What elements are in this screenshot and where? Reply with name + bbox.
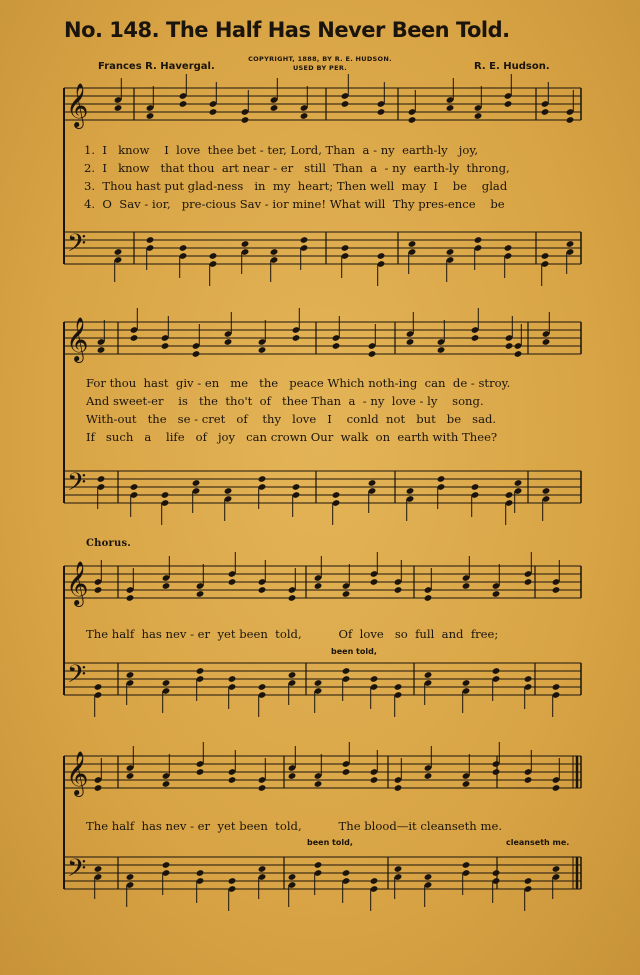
note-head	[552, 865, 561, 873]
note-head	[462, 582, 471, 590]
note-head	[446, 248, 455, 256]
note-head	[342, 667, 351, 675]
note-head	[258, 683, 267, 691]
note-head	[94, 784, 103, 792]
note-head	[162, 582, 171, 590]
note-head	[314, 679, 323, 687]
note-head	[126, 873, 135, 881]
note-head	[209, 108, 218, 116]
note-head	[126, 772, 135, 780]
note-head	[552, 784, 561, 792]
note-head	[524, 675, 533, 683]
note-head	[514, 479, 523, 487]
note-head	[566, 240, 575, 248]
note-head	[492, 768, 501, 776]
note-head	[114, 104, 123, 112]
note-head	[314, 582, 323, 590]
bass-clef-icon: 𝄢	[67, 660, 87, 695]
note-head	[370, 776, 379, 784]
note-head	[437, 475, 446, 483]
hymn-number: No. 148.	[64, 18, 160, 42]
note-head	[258, 865, 267, 873]
chorus-label: Chorus.	[86, 538, 131, 549]
note-head	[505, 491, 514, 499]
permission-line: USED BY PER.	[292, 64, 348, 72]
note-head	[114, 248, 123, 256]
note-head	[505, 342, 514, 350]
note-head	[542, 487, 551, 495]
note-head	[292, 334, 301, 342]
note-head	[462, 780, 471, 788]
note-head	[270, 104, 279, 112]
note-head	[370, 578, 379, 586]
note-head	[541, 252, 550, 260]
note-head	[228, 776, 237, 784]
note-head	[406, 487, 415, 495]
chorus-echo-2b: cleanseth me.	[506, 838, 570, 847]
note-head	[504, 100, 513, 108]
note-head	[146, 112, 155, 120]
hymn-title: The Half Has Never Been Told.	[166, 18, 510, 42]
note-head	[424, 873, 433, 881]
treble-clef-icon: 𝄞	[66, 317, 89, 361]
treble-clef-icon: 𝄞	[66, 751, 89, 795]
verse-1-line-b: For thou hast giv - en me the peace Which noth-ing can de - stroy.	[86, 376, 511, 390]
note-head	[146, 236, 155, 244]
note-head	[196, 869, 205, 877]
verse-4-line-a: 4. O Sav - ior, pre-cious Sav - ior mine! What will Thy pres-ence be	[84, 197, 505, 211]
note-head	[504, 244, 513, 252]
verse-2-line-a: 2. I know that thou art near - er still Than a - ny earth-ly throng,	[84, 161, 510, 175]
note-head	[192, 350, 201, 358]
bass-clef-icon: 𝄢	[67, 468, 87, 503]
note-head	[408, 240, 417, 248]
note-head	[394, 683, 403, 691]
note-head	[161, 342, 170, 350]
note-head	[408, 116, 417, 124]
note-head	[258, 346, 267, 354]
note-head	[394, 586, 403, 594]
note-head	[241, 240, 250, 248]
chorus-line-1: The half has nev - er yet been told, Of love so full and free;	[86, 627, 499, 641]
copyright-line: COPYRIGHT, 1888, BY R. E. HUDSON.	[248, 55, 392, 63]
note-head	[224, 338, 233, 346]
lyricist: Frances R. Havergal.	[98, 61, 215, 72]
treble-clef-icon: 𝄞	[66, 83, 89, 127]
note-head	[241, 116, 250, 124]
note-head	[332, 491, 341, 499]
note-head	[342, 768, 351, 776]
note-head	[300, 236, 309, 244]
note-head	[492, 590, 501, 598]
note-head	[524, 578, 533, 586]
note-head	[179, 244, 188, 252]
note-head	[342, 590, 351, 598]
verse-3-line-a: 3. Thou hast put glad-ness in my heart; Then well may I be glad	[84, 179, 508, 193]
note-head	[342, 869, 351, 877]
note-head	[258, 586, 267, 594]
note-head	[94, 865, 103, 873]
note-head	[514, 350, 523, 358]
note-head	[258, 475, 267, 483]
note-head	[370, 877, 379, 885]
note-head	[424, 594, 433, 602]
note-head	[300, 112, 309, 120]
note-head	[552, 586, 561, 594]
note-head	[209, 252, 218, 260]
note-head	[446, 104, 455, 112]
note-head	[368, 350, 377, 358]
note-head	[437, 346, 446, 354]
note-head	[541, 108, 550, 116]
note-head	[332, 342, 341, 350]
note-head	[424, 671, 433, 679]
note-head	[524, 776, 533, 784]
note-head	[228, 675, 237, 683]
note-head	[196, 667, 205, 675]
note-head	[126, 671, 135, 679]
note-head	[162, 861, 171, 869]
note-head	[270, 248, 279, 256]
note-head	[97, 346, 106, 354]
treble-clef-icon: 𝄞	[66, 561, 89, 605]
note-head	[258, 784, 267, 792]
note-head	[314, 780, 323, 788]
note-head	[224, 487, 233, 495]
note-head	[471, 334, 480, 342]
composer: R. E. Hudson.	[474, 61, 550, 72]
note-head	[288, 772, 297, 780]
note-head	[196, 768, 205, 776]
note-head	[126, 594, 135, 602]
note-head	[314, 861, 323, 869]
note-head	[462, 679, 471, 687]
verse-4-line-b: If such a life of joy can crown Our walk on earth with Thee?	[86, 430, 498, 444]
note-head	[196, 590, 205, 598]
note-head	[566, 116, 575, 124]
note-head	[341, 244, 350, 252]
note-head	[552, 683, 561, 691]
note-head	[228, 578, 237, 586]
note-head	[161, 491, 170, 499]
note-head	[474, 236, 483, 244]
note-head	[162, 679, 171, 687]
chorus-echo-2a: been told,	[307, 838, 353, 847]
note-head	[288, 873, 297, 881]
note-head	[288, 594, 297, 602]
chorus-line-2: The half has nev - er yet been told, The blood—it cleanseth me.	[86, 819, 502, 833]
note-head	[228, 877, 237, 885]
note-head	[94, 683, 103, 691]
bass-clef-icon: 𝄢	[67, 229, 87, 264]
note-head	[474, 112, 483, 120]
note-head	[368, 479, 377, 487]
note-head	[179, 100, 188, 108]
note-head	[377, 252, 386, 260]
chorus-echo-1: been told,	[331, 647, 377, 656]
note-head	[377, 108, 386, 116]
note-head	[394, 865, 403, 873]
note-head	[492, 667, 501, 675]
note-head	[192, 479, 201, 487]
note-head	[370, 675, 379, 683]
note-head	[471, 483, 480, 491]
note-head	[542, 338, 551, 346]
note-head	[97, 475, 106, 483]
note-head	[130, 334, 139, 342]
note-head	[394, 784, 403, 792]
verse-2-line-b: And sweet-er is the tho't of thee Than a - ny love - ly song.	[86, 394, 484, 408]
bass-clef-icon: 𝄢	[67, 854, 87, 889]
note-head	[94, 586, 103, 594]
verse-3-line-b: With-out the se - cret of thy love I conld not but be sad.	[86, 412, 497, 426]
note-head	[288, 671, 297, 679]
note-head	[462, 861, 471, 869]
note-head	[492, 869, 501, 877]
note-head	[406, 338, 415, 346]
note-head	[162, 780, 171, 788]
note-head	[130, 483, 139, 491]
note-head	[292, 483, 301, 491]
note-head	[524, 877, 533, 885]
verse-1-line-a: 1. I know I love thee bet - ter, Lord, Than a - ny earth-ly joy,	[84, 143, 479, 157]
note-head	[341, 100, 350, 108]
note-head	[424, 772, 433, 780]
